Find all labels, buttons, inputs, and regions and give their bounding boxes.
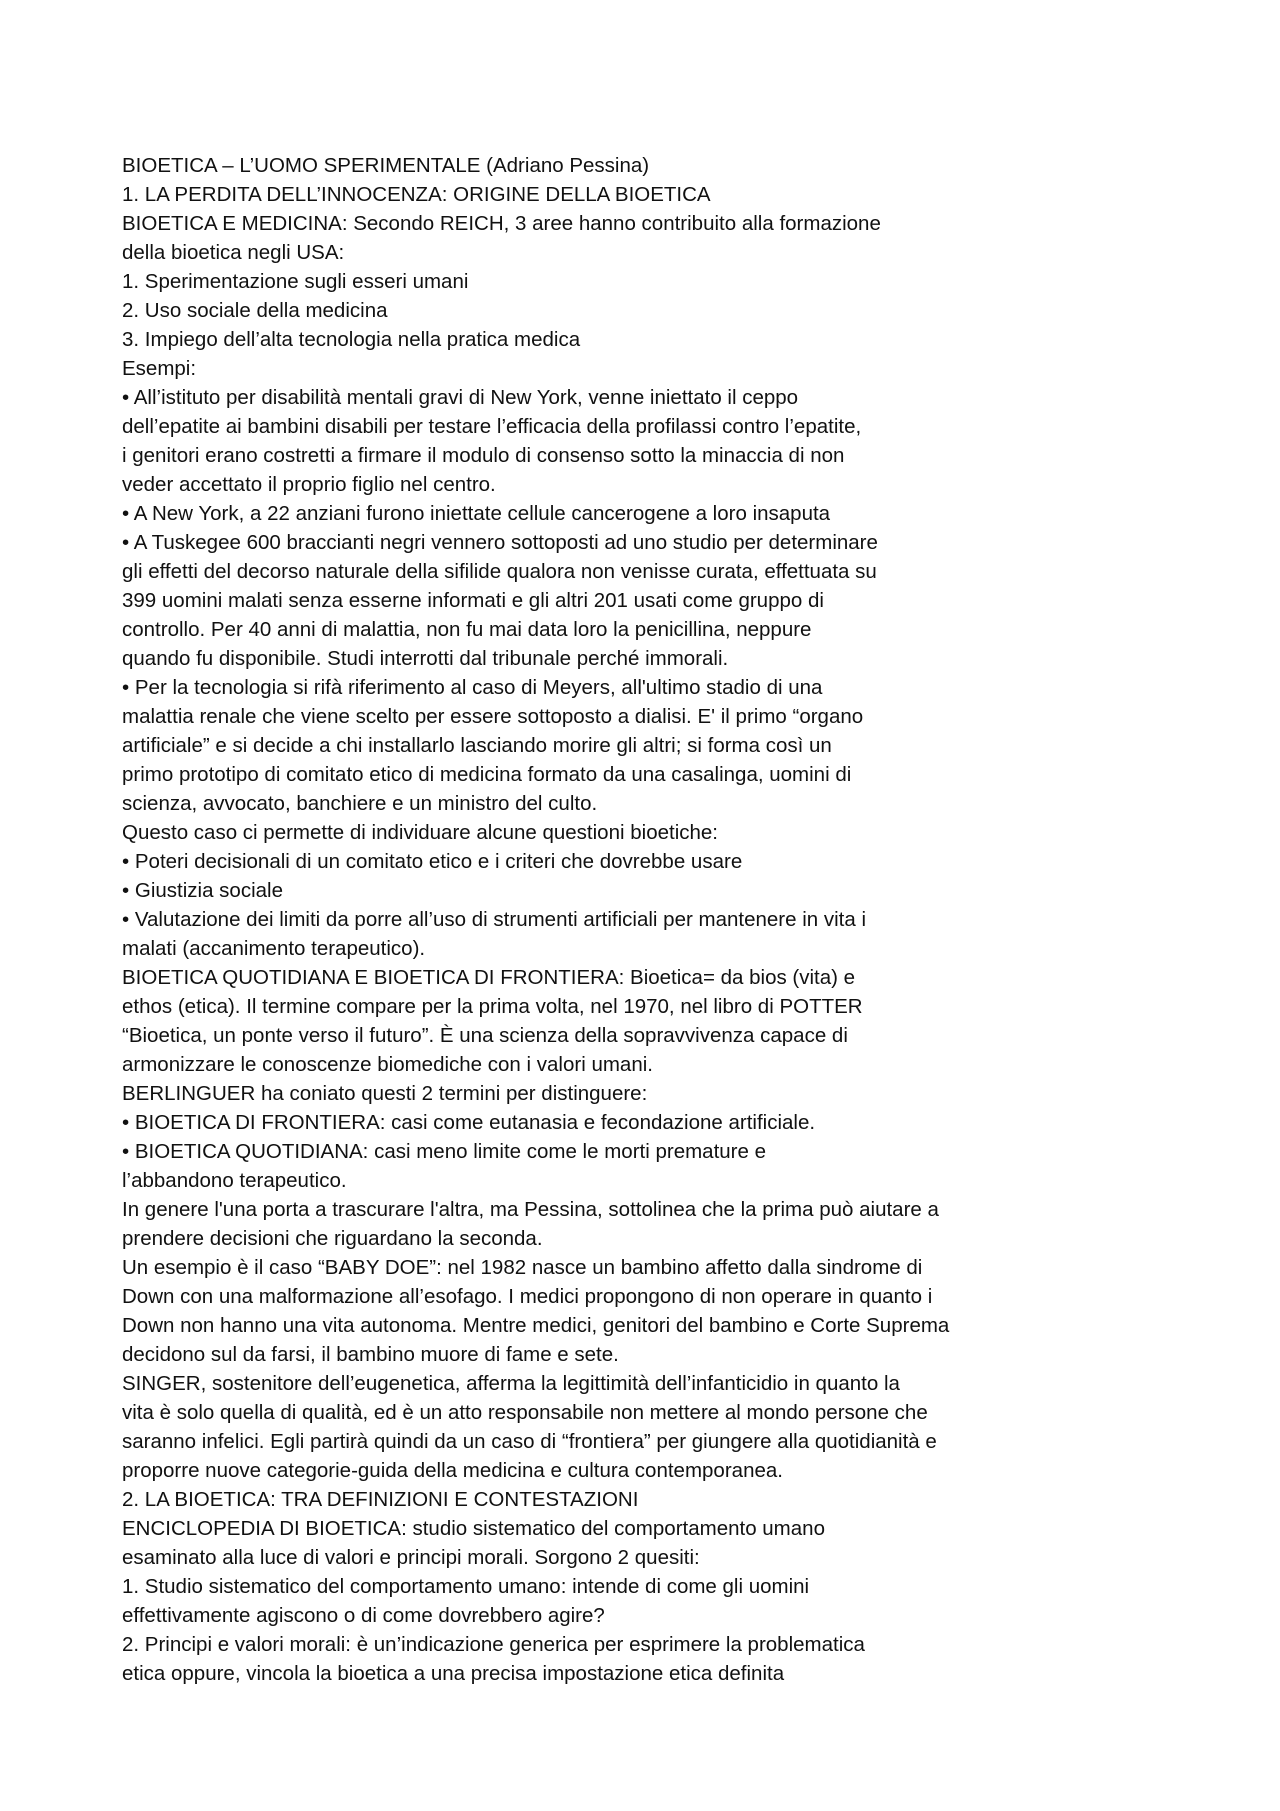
text-line: ethos (etica). Il termine compare per la prima volta, nel 1970, nel libro di POTTER <box>122 995 863 1018</box>
section-heading-1: 1. LA PERDITA DELL’INNOCENZA: ORIGINE DELLA BIOETICA <box>122 183 711 206</box>
text-line: veder accettato il proprio figlio nel centro. <box>122 473 496 496</box>
text-line: gli effetti del decorso naturale della sifilide qualora non venisse curata, effettuata su <box>122 560 877 583</box>
text-line: Down non hanno una vita autonoma. Mentre medici, genitori del bambino e Corte Suprema <box>122 1314 950 1337</box>
text-line: primo prototipo di comitato etico di medicina formato da una casalinga, uomini di <box>122 763 852 786</box>
bullet-item: • A Tuskegee 600 braccianti negri vennero sottoposti ad uno studio per determinare <box>122 531 878 554</box>
text-line: malati (accanimento terapeutico). <box>122 937 426 960</box>
text-line: effettivamente agiscono o di come dovrebbero agire? <box>122 1604 605 1627</box>
text-line: decidono sul da farsi, il bambino muore di fame e sete. <box>122 1343 619 1366</box>
text-line: SINGER, sostenitore dell’eugenetica, afferma la legittimità dell’infanticidio in quanto la <box>122 1372 900 1395</box>
text-line: Esempi: <box>122 357 197 380</box>
text-line: esaminato alla luce di valori e principi morali. Sorgono 2 quesiti: <box>122 1546 700 1569</box>
text-line: dell’epatite ai bambini disabili per testare l’efficacia della profilassi contro l’epatite, <box>122 415 862 438</box>
text-line: prendere decisioni che riguardano la seconda. <box>122 1227 543 1250</box>
text-line: armonizzare le conoscenze biomediche con i valori umani. <box>122 1053 653 1076</box>
bullet-item: • BIOETICA QUOTIDIANA: casi meno limite come le morti premature e <box>122 1140 766 1163</box>
text-line: ENCICLOPEDIA DI BIOETICA: studio sistematico del comportamento umano <box>122 1517 825 1540</box>
text-line: l’abbandono terapeutico. <box>122 1169 347 1192</box>
text-line: della bioetica negli USA: <box>122 241 345 264</box>
numbered-item: 2. Principi e valori morali: è un’indicazione generica per esprimere la problematica <box>122 1633 865 1656</box>
text-line: proporre nuove categorie-guida della medicina e cultura contemporanea. <box>122 1459 783 1482</box>
text-line: etica oppure, vincola la bioetica a una precisa impostazione etica definita <box>122 1662 785 1685</box>
numbered-item: 2. Uso sociale della medicina <box>122 299 388 322</box>
bullet-item: • A New York, a 22 anziani furono iniettate cellule cancerogene a loro insaputa <box>122 502 831 525</box>
bullet-item: • Giustizia sociale <box>122 879 283 902</box>
numbered-item: 3. Impiego dell’alta tecnologia nella pratica medica <box>122 328 581 351</box>
text-line: i genitori erano costretti a firmare il modulo di consenso sotto la minaccia di non <box>122 444 845 467</box>
bullet-item: • All’istituto per disabilità mentali gravi di New York, venne iniettato il ceppo <box>122 386 799 409</box>
bullet-item: • Valutazione dei limiti da porre all’uso di strumenti artificiali per mantenere in vita i <box>122 908 866 931</box>
bullet-item: • Poteri decisionali di un comitato etico e i criteri che dovrebbe usare <box>122 850 743 873</box>
numbered-item: 1. Studio sistematico del comportamento umano: intende di come gli uomini <box>122 1575 810 1598</box>
text-line: quando fu disponibile. Studi interrotti dal tribunale perché immorali. <box>122 647 729 670</box>
text-line: In genere l'una porta a trascurare l'altra, ma Pessina, sottolinea che la prima può aiutare a <box>122 1198 939 1221</box>
text-line: Down con una malformazione all’esofago. I medici propongono di non operare in quanto i <box>122 1285 933 1308</box>
bullet-item: • Per la tecnologia si rifà riferimento al caso di Meyers, all'ultimo stadio di una <box>122 676 823 699</box>
text-line: Un esempio è il caso “BABY DOE”: nel 1982 nasce un bambino affetto dalla sindrome di <box>122 1256 923 1279</box>
text-line: vita è solo quella di qualità, ed è un atto responsabile non mettere al mondo persone che <box>122 1401 928 1424</box>
text-line: malattia renale che viene scelto per essere sottoposto a dialisi. E' il primo “organo <box>122 705 864 728</box>
text-line: BERLINGUER ha coniato questi 2 termini per distinguere: <box>122 1082 648 1105</box>
text-line: Questo caso ci permette di individuare alcune questioni bioetiche: <box>122 821 718 844</box>
numbered-item: 1. Sperimentazione sugli esseri umani <box>122 270 469 293</box>
section-heading-2: 2. LA BIOETICA: TRA DEFINIZIONI E CONTESTAZIONI <box>122 1488 639 1511</box>
text-line: saranno infelici. Egli partirà quindi da un caso di “frontiera” per giungere alla quotidianità e <box>122 1430 937 1453</box>
text-line: BIOETICA QUOTIDIANA E BIOETICA DI FRONTIERA: Bioetica= da bios (vita) e <box>122 966 856 989</box>
text-line: scienza, avvocato, banchiere e un ministro del culto. <box>122 792 598 815</box>
document-page <box>122 151 1162 1688</box>
bullet-item: • BIOETICA DI FRONTIERA: casi come eutanasia e fecondazione artificiale. <box>122 1111 816 1134</box>
text-line: BIOETICA E MEDICINA: Secondo REICH, 3 aree hanno contribuito alla formazione <box>122 212 881 235</box>
text-line: 399 uomini malati senza esserne informati e gli altri 201 usati come gruppo di <box>122 589 824 612</box>
text-line: controllo. Per 40 anni di malattia, non fu mai data loro la penicillina, neppure <box>122 618 812 641</box>
text-line: artificiale” e si decide a chi installarlo lasciando morire gli altri; si forma così un <box>122 734 832 757</box>
text-line: “Bioetica, un ponte verso il futuro”. È una scienza della sopravvivenza capace di <box>122 1024 848 1047</box>
document-title: BIOETICA – L’UOMO SPERIMENTALE (Adriano Pessina) <box>122 154 650 177</box>
